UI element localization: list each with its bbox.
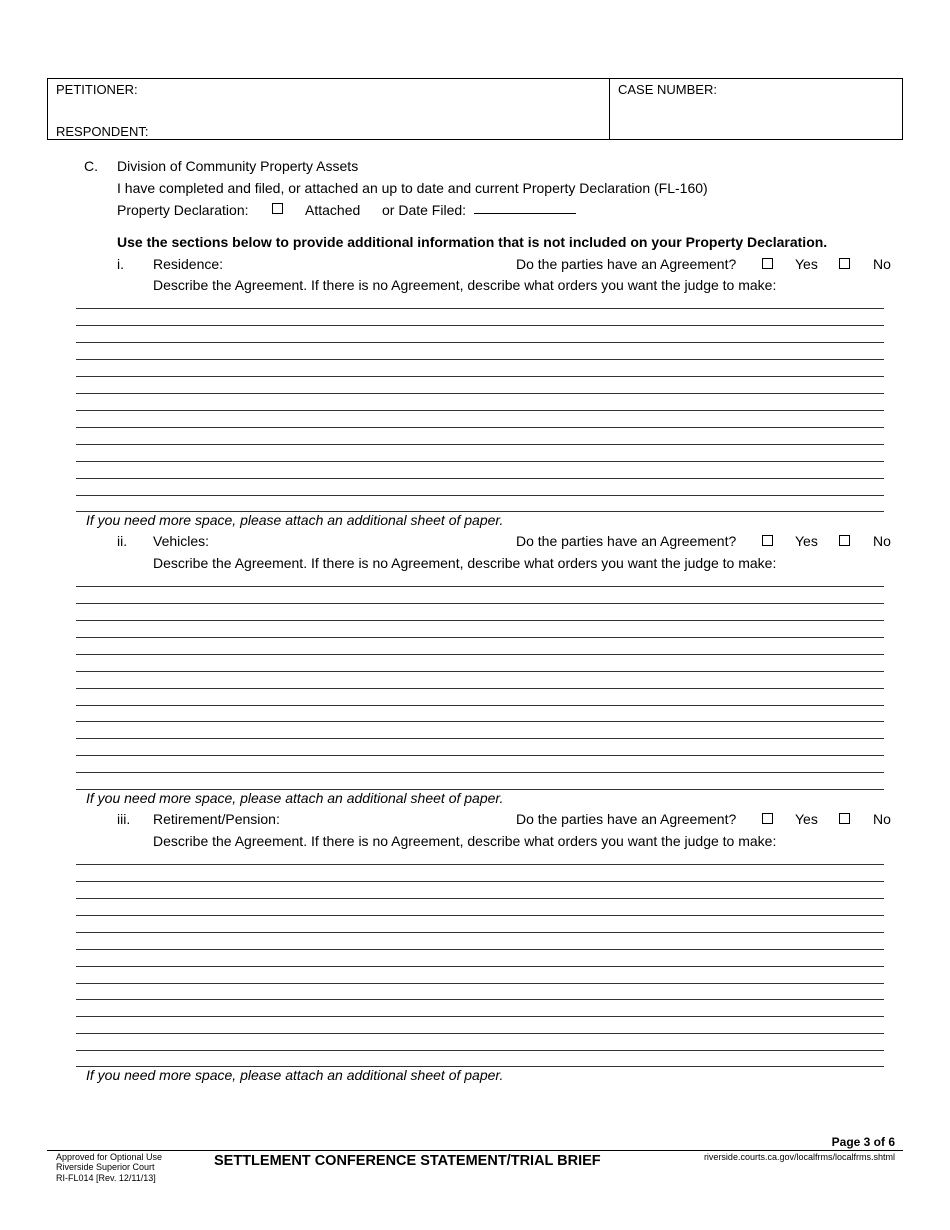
retirement-writing-line[interactable] — [76, 881, 884, 882]
instruction-text: Use the sections below to provide additional information that is not included on your Property Declaration. — [117, 234, 828, 250]
residence-writing-line[interactable] — [76, 478, 884, 479]
vehicles-writing-line[interactable] — [76, 738, 884, 739]
item-numeral: iii. — [117, 811, 131, 827]
retirement-writing-line[interactable] — [76, 1016, 884, 1017]
residence-yes-checkbox[interactable] — [762, 258, 773, 269]
retirement-writing-line[interactable] — [76, 999, 884, 1000]
approved-text: Approved for Optional Use — [56, 1152, 163, 1162]
vehicles-writing-line[interactable] — [76, 637, 884, 638]
form-title: SETTLEMENT CONFERENCE STATEMENT/TRIAL BRIEF — [214, 1153, 601, 1169]
describe-prompt: Describe the Agreement. If there is no Agreement, describe what orders you want the judge to make: — [153, 833, 777, 849]
court-url: riverside.courts.ca.gov/localfrms/localfrms.shtml — [703, 1152, 895, 1162]
item-label-retirement: Retirement/Pension: — [153, 811, 280, 827]
residence-writing-line[interactable] — [76, 427, 884, 428]
residence-writing-line[interactable] — [76, 495, 884, 496]
caption-box — [47, 78, 903, 140]
item-numeral: i. — [117, 256, 124, 272]
footer-rule — [47, 1150, 903, 1151]
residence-writing-line[interactable] — [76, 342, 884, 343]
vehicles-writing-line[interactable] — [76, 705, 884, 706]
respondent-label: RESPONDENT: — [56, 124, 149, 139]
retirement-writing-line[interactable] — [76, 1033, 884, 1034]
residence-writing-line[interactable] — [76, 444, 884, 445]
vehicles-writing-line[interactable] — [76, 620, 884, 621]
property-declaration-label: Property Declaration: — [117, 202, 249, 218]
retirement-writing-line[interactable] — [76, 915, 884, 916]
retirement-no-checkbox[interactable] — [839, 813, 850, 824]
case-number-label: CASE NUMBER: — [618, 82, 717, 97]
yes-label: Yes — [795, 811, 818, 827]
retirement-writing-line[interactable] — [76, 864, 884, 865]
no-label: No — [873, 256, 891, 272]
vehicles-writing-line[interactable] — [76, 721, 884, 722]
date-filed-line — [474, 213, 576, 214]
vehicles-writing-line[interactable] — [76, 603, 884, 604]
more-space-note: If you need more space, please attach an additional sheet of paper. — [86, 790, 504, 806]
date-filed-label: or Date Filed: — [382, 202, 467, 218]
retirement-writing-line[interactable] — [76, 949, 884, 950]
retirement-yes-checkbox[interactable] — [762, 813, 773, 824]
retirement-writing-line[interactable] — [76, 1050, 884, 1051]
vehicles-writing-line[interactable] — [76, 772, 884, 773]
date-filed-field[interactable] — [478, 198, 574, 213]
vehicles-writing-line[interactable] — [76, 586, 884, 587]
caption-divider — [609, 78, 610, 140]
vehicles-no-checkbox[interactable] — [839, 535, 850, 546]
agreement-question: Do the parties have an Agreement? — [516, 811, 737, 827]
property-declaration-statement: I have completed and filed, or attached an up to date and current Property Declaration (FL-160) — [117, 180, 708, 196]
residence-writing-line[interactable] — [76, 461, 884, 462]
more-space-note: If you need more space, please attach an additional sheet of paper. — [86, 1067, 504, 1083]
form-id: RI-FL014 [Rev. 12/11/13] — [56, 1173, 156, 1183]
retirement-writing-line[interactable] — [76, 898, 884, 899]
residence-writing-line[interactable] — [76, 376, 884, 377]
retirement-writing-line[interactable] — [76, 966, 884, 967]
item-label-residence: Residence: — [153, 256, 224, 272]
court-name: Riverside Superior Court — [56, 1162, 155, 1172]
retirement-writing-line[interactable] — [76, 932, 884, 933]
yes-label: Yes — [795, 256, 818, 272]
yes-label: Yes — [795, 533, 818, 549]
residence-writing-line[interactable] — [76, 308, 884, 309]
section-letter: C. — [84, 158, 98, 174]
item-label-vehicles: Vehicles: — [153, 533, 210, 549]
describe-prompt: Describe the Agreement. If there is no Agreement, describe what orders you want the judge to make: — [153, 277, 777, 293]
no-label: No — [873, 811, 891, 827]
residence-writing-line[interactable] — [76, 393, 884, 394]
more-space-note: If you need more space, please attach an additional sheet of paper. — [86, 512, 504, 528]
petitioner-label: PETITIONER: — [56, 82, 138, 97]
page-number: Page 3 of 6 — [831, 1135, 895, 1149]
describe-prompt: Describe the Agreement. If there is no Agreement, describe what orders you want the judge to make: — [153, 555, 777, 571]
section-title: Division of Community Property Assets — [117, 158, 359, 174]
residence-no-checkbox[interactable] — [839, 258, 850, 269]
agreement-question: Do the parties have an Agreement? — [516, 533, 737, 549]
vehicles-writing-line[interactable] — [76, 688, 884, 689]
attached-checkbox[interactable] — [272, 203, 283, 214]
agreement-question: Do the parties have an Agreement? — [516, 256, 737, 272]
residence-writing-line[interactable] — [76, 325, 884, 326]
residence-writing-line[interactable] — [76, 410, 884, 411]
no-label: No — [873, 533, 891, 549]
retirement-writing-line[interactable] — [76, 983, 884, 984]
attached-label: Attached — [305, 202, 361, 218]
vehicles-yes-checkbox[interactable] — [762, 535, 773, 546]
vehicles-writing-line[interactable] — [76, 671, 884, 672]
item-numeral: ii. — [117, 533, 128, 549]
vehicles-writing-line[interactable] — [76, 654, 884, 655]
vehicles-writing-line[interactable] — [76, 755, 884, 756]
residence-writing-line[interactable] — [76, 359, 884, 360]
